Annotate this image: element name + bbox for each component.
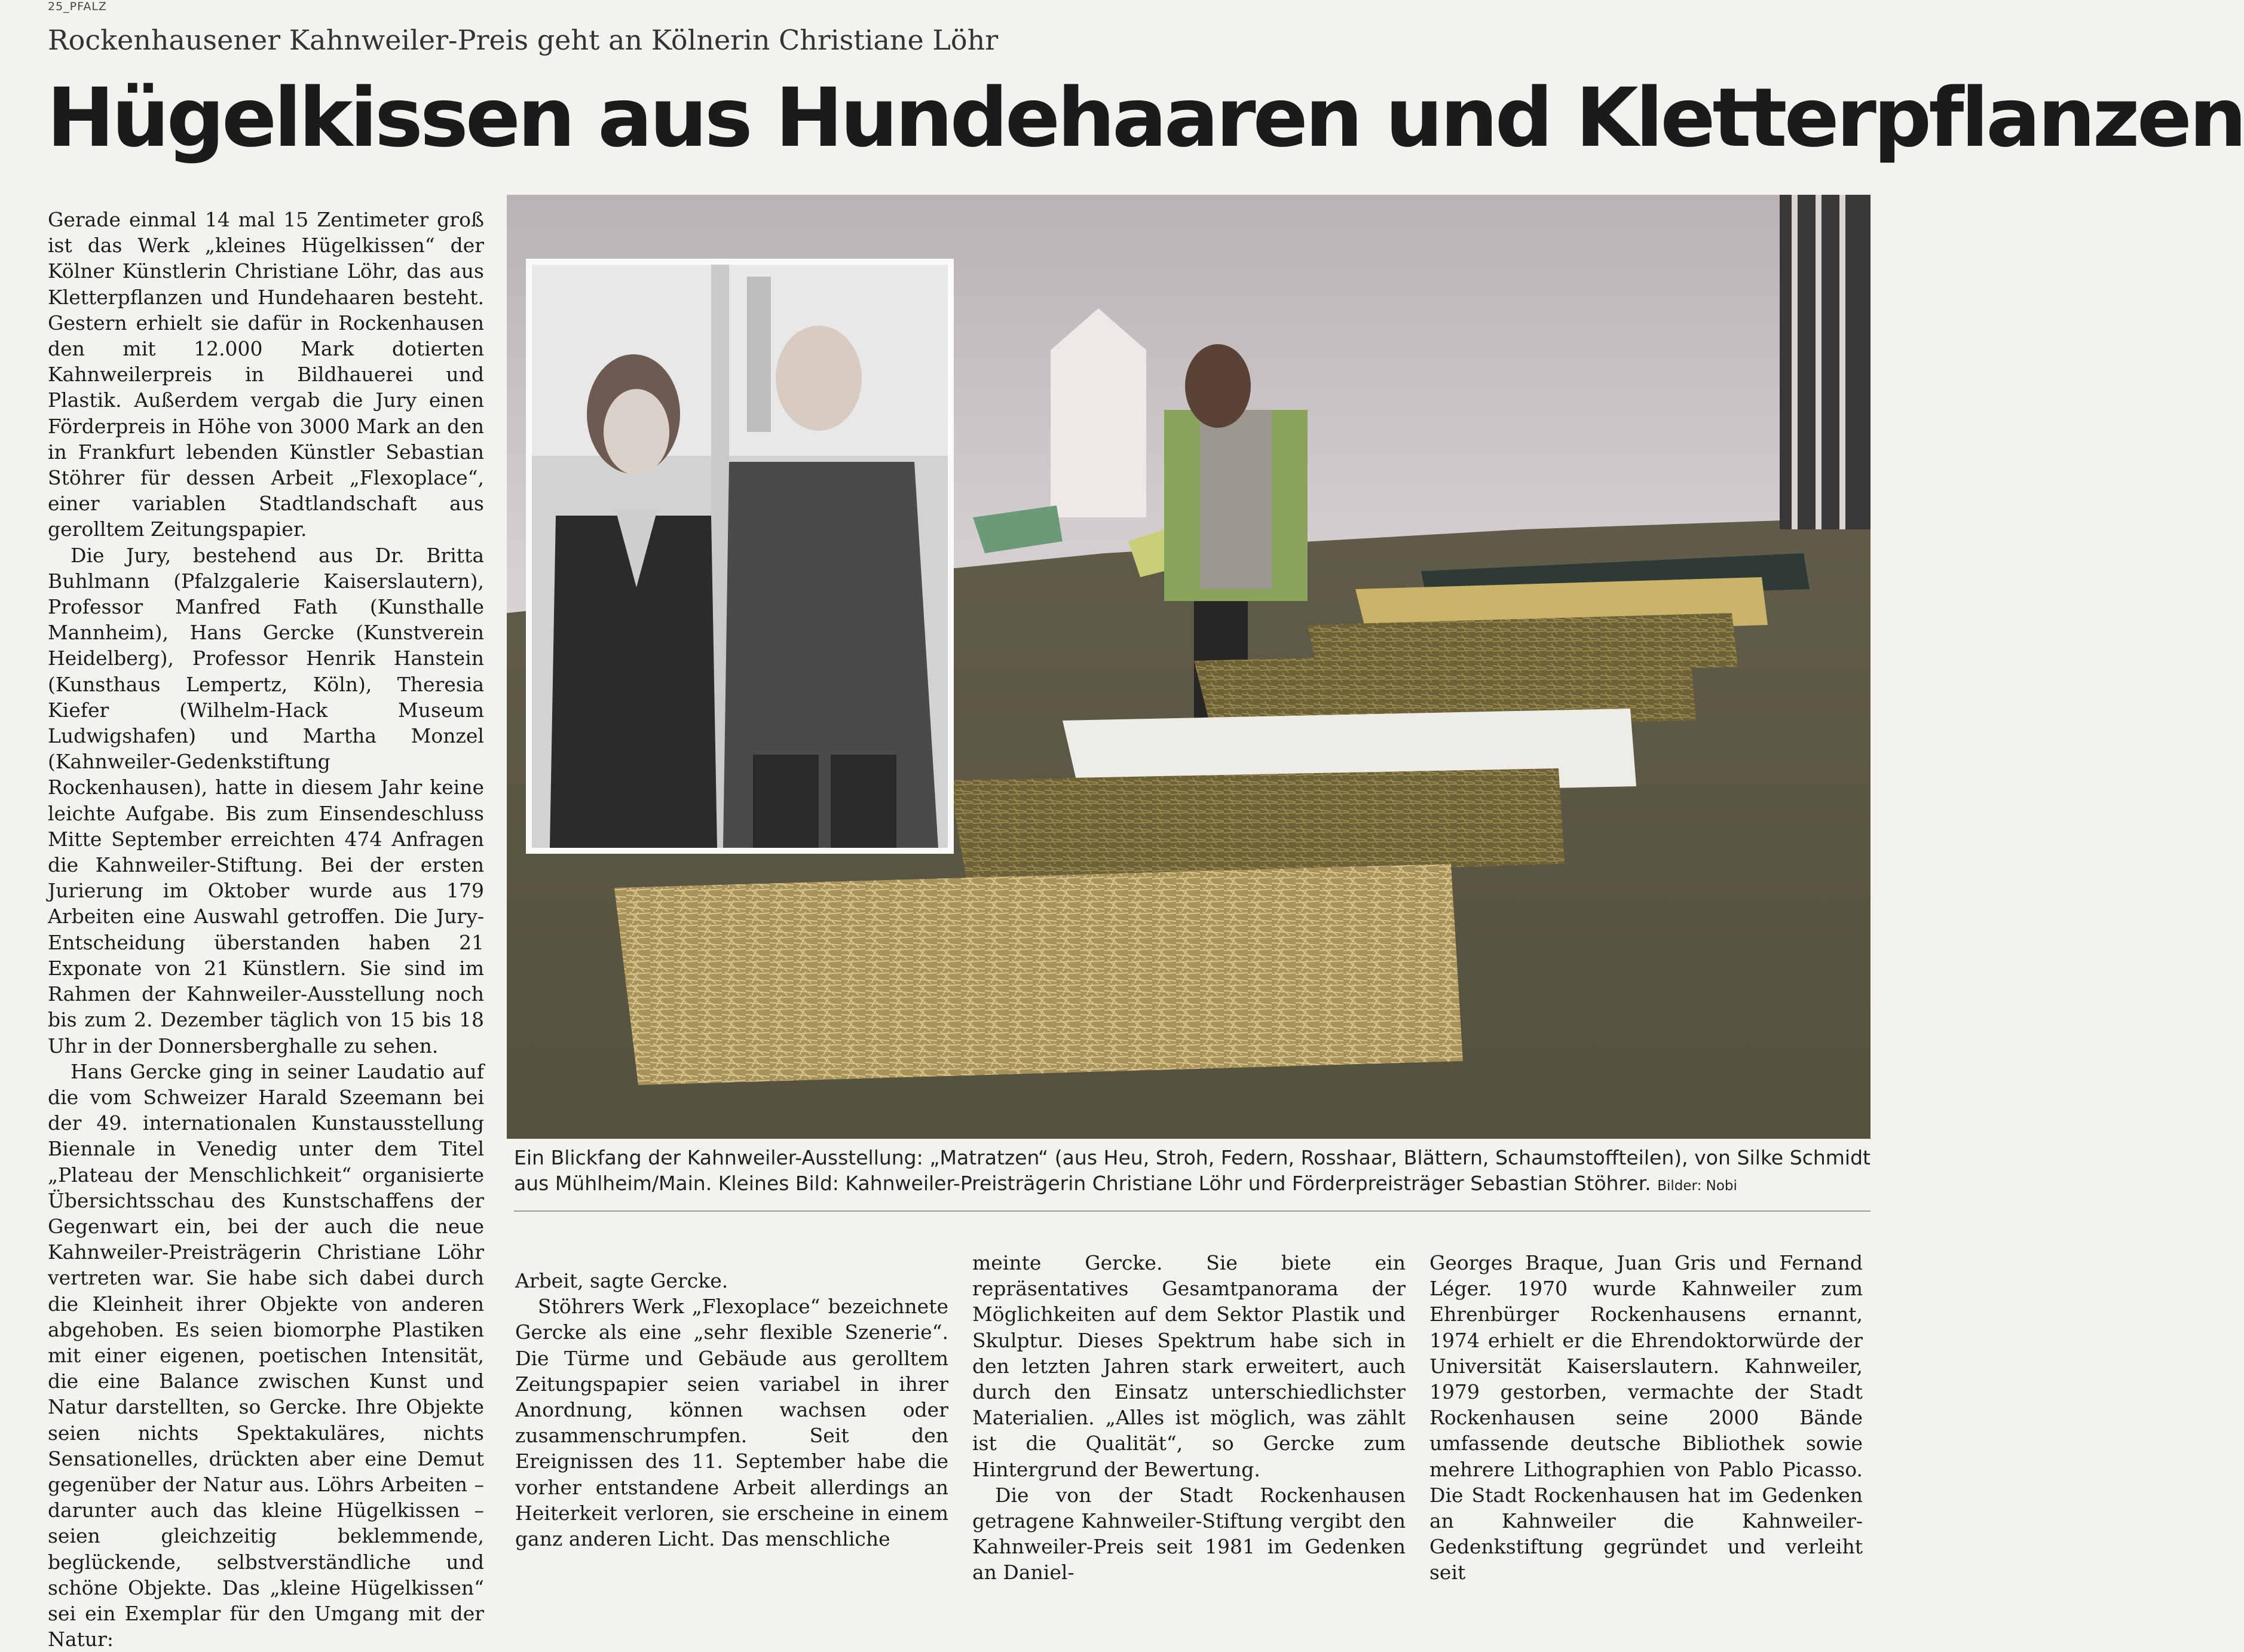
paragraph: meinte Gercke. Sie biete ein repräsentatives Gesamtpanorama der Möglichkeiten auf dem Sektor Plastik und Skulptur. Dieses Spektrum habe sich in den letzten Jahren stark erweitert, auch durch den Einsatz unterschiedlichster Materialien. „Alles ist möglich, was zählt ist die Qualität“, so Gercke zum Hintergrund der Bewertung. (972, 1251, 1406, 1481)
paragraph: Stöhrers Werk „Flexoplace“ bezeichnete Gercke als eine „sehr flexible Szenerie“. Die Türme und Gebäude aus gerolltem Zeitungspapier seien variabel in ihrer Anordnung, können wachsen oder zusammenschrumpfen. Seit den Ereignissen des 11. September habe die vorher entstandene Arbeit allerdings an Heiterkeit verloren, sie erscheine in einem ganz anderen Licht. Das menschliche (515, 1295, 948, 1551)
paragraph: Georges Braque, Juan Gris und Fernand Léger. 1970 wurde Kahnweiler zum Ehrenbürger Rockenhausens ernannt, 1974 erhielt er die Ehrendoktorwürde der Universität Kaiserslautern. Kahnweiler, 1979 gestorben, vermachte der Stadt Rockenhausen seine 2000 Bände umfassende deutsche Bibliothek sowie mehrere Lithographien von Pablo Picasso. Die Stadt Rockenhausen hat im Gedenken an Kahnweiler die Kahnweiler-Gedenkstiftung gegründet und verleiht seit (1429, 1251, 1863, 1584)
article-headline: Hügelkissen aus Hundehaaren und Kletterpflanzen (47, 71, 2244, 165)
article-column-bottom-3 (1429, 1250, 1863, 1584)
article-column-bottom-2 (972, 1250, 1406, 1584)
article-kicker: Rockenhausener Kahnweiler-Preis geht an Kölnerin Christiane Löhr (48, 24, 999, 56)
caption-text: Ein Blickfang der Kahnweiler-Ausstellung: „Matratzen“ (aus Heu, Stroh, Federn, Rosshaar, Blättern, Schaumstoffteilen), von Silke Schmidt aus Mühlheim/Main. Kleines Bild: Kahnweiler-Preisträgerin Christiane Löhr und Förderpreisträger Sebastian Stöhrer. (514, 1146, 1870, 1195)
photo-credit: Bilder: Nobi (1657, 1178, 1737, 1194)
section-label: 25_PFALZ (48, 0, 107, 13)
divider (514, 1210, 1870, 1212)
paragraph: Die von der Stadt Rockenhausen getragene Kahnweiler-Stiftung vergibt den Kahnweiler-Preis seit 1981 im Gedenken an Daniel- (972, 1483, 1406, 1584)
paragraph: Hans Gercke ging in seiner Laudatio auf die vom Schweizer Harald Szeemann bei der 49. internationalen Kunstausstellung Biennale in Venedig unter dem Titel „Plateau der Menschlichkeit“ organisierte Übersichtsschau des Kunstschaffens der Gegenwart ein, bei der auch die neue Kahnweiler-Preisträgerin Christiane Löhr vertreten war. Sie habe sich dabei durch die Kleinheit ihrer Objekte von anderen abgehoben. Es seien biomorphe Plastiken mit einer eigenen, poetischen Intensität, die eine Balance zwischen Kunst und Natur darstellten, so Gercke. Ihre Objekte seien nichts Spektakuläres, nichts Sensationelles, drückten aber eine Demut gegenüber der Natur aus. Löhrs Arbeiten – darunter auch das kleine Hügelkissen – seien gleichzeitig beklemmende, beglückende, selbstverständliche und schöne Objekte. Das „kleine Hügelkissen“ sei ein Exemplar für den Umgang mit der Natur: (48, 1059, 484, 1651)
paragraph: Die Jury, bestehend aus Dr. Britta Buhlmann (Pfalzgalerie Kaiserslautern), Professor Manfred Fath (Kunsthalle Mannheim), Hans Gercke (Kunstverein Heidelberg), Professor Henrik Hanstein (Kunsthaus Lempertz, Köln), Theresia Kiefer (Wilhelm-Hack Museum Ludwigshafen) und Martha Monzel (Kahnweiler-Gedenkstiftung Rockenhausen), hatte in diesem Jahr keine leichte Aufgabe. Bis zum Einsendeschluss Mitte September erreichten 474 Anfragen die Kahnweiler-Stiftung. Bei der ersten Jurierung im Oktober wurde aus 179 Arbeiten eine Auswahl getroffen. Die Jury-Entscheidung überstanden haben 21 Exponate von 21 Künstlern. Sie sind im Rahmen der Kahnweiler-Ausstellung noch bis zum 2. Dezember täglich von 15 bis 18 Uhr in der Donnersberghalle zu sehen. (48, 543, 484, 1058)
article-column-bottom-1 (515, 1268, 948, 1551)
paragraph: Arbeit, sagte Gercke. (515, 1269, 728, 1292)
paragraph: Gerade einmal 14 mal 15 Zentimeter groß ist das Werk „kleines Hügelkissen“ der Kölner Künstlerin Christiane Löhr, das aus Kletterpflanzen und Hundehaaren besteht. Gestern erhielt sie dafür in Rockenhausen den mit 12.000 Mark dotierten Kahnweilerpreis in Bildhauerei und Plastik. Außerdem vergab die Jury einen Förderpreis in Höhe von 3000 Mark an den in Frankfurt lebenden Künstler Sebastian Stöhrer für dessen Arbeit „Flexoplace“, einer variablen Stadtlandschaft aus gerolltem Zeitungspapier. (48, 208, 484, 541)
inset-photo (526, 259, 954, 854)
photo-caption (514, 1145, 1870, 1199)
article-column-left (48, 207, 484, 1651)
